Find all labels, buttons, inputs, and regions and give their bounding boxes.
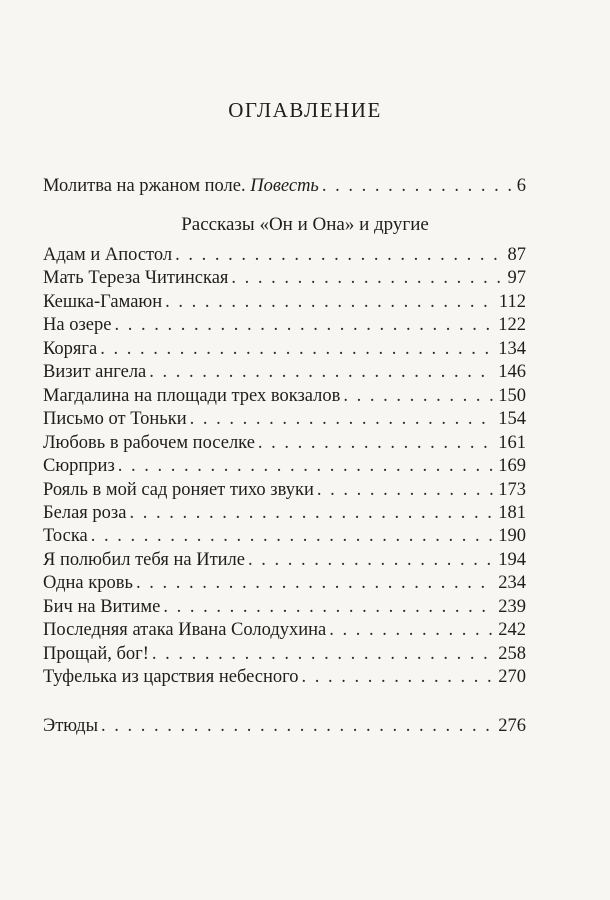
dot-leader (175, 243, 504, 267)
dot-leader (317, 478, 495, 502)
toc-entry-title: Этюды (43, 716, 99, 736)
toc-entry-page: 169 (498, 456, 526, 476)
dot-leader (152, 642, 495, 666)
toc-entry-page: 161 (498, 432, 526, 453)
dot-leader (91, 524, 495, 548)
toc-entry-title: Письмо от Тоньки (43, 409, 187, 430)
dot-leader (100, 337, 495, 361)
toc-entry-page: 122 (498, 315, 526, 336)
page-title: ОГЛАВЛЕНИЕ (228, 98, 382, 122)
dot-leader (190, 407, 496, 431)
toc-entry (43, 431, 526, 455)
dot-leader (258, 431, 495, 455)
toc-entry-first (43, 174, 526, 198)
dot-leader (101, 714, 495, 738)
toc-entry-page: 258 (498, 643, 526, 664)
toc-entry (43, 384, 526, 408)
toc-entry-page: 242 (498, 620, 526, 641)
toc-entry-page: 270 (498, 667, 526, 688)
toc-entry-title: Коряга (43, 338, 98, 359)
toc-entry-title: Мать Тереза Читинская (43, 268, 229, 289)
toc-entry-title: Кешка-Гамаюн (43, 291, 163, 312)
toc-entry-title: Сюрприз (43, 456, 115, 476)
dot-leader (114, 313, 495, 337)
toc-entry-title: Я полюбил тебя на Итиле (43, 549, 246, 570)
toc-entry-title: Любовь в рабочем поселке (43, 432, 255, 453)
toc-entry-page: 150 (498, 385, 526, 406)
dot-leader (129, 501, 495, 525)
toc-entry-title: Одна кровь (43, 573, 133, 594)
toc-entry-title: Молитва на ржаном поле. Повесть (43, 176, 319, 196)
toc-entry (43, 454, 526, 478)
toc-entry-page: 112 (498, 291, 526, 312)
toc-entry-page: 6 (516, 176, 526, 196)
toc-entry-page: 194 (498, 549, 526, 570)
dot-leader (248, 548, 495, 572)
section-title: Рассказы «Он и Она» и другие (181, 214, 429, 235)
dot-leader (165, 290, 496, 314)
toc-entry-title: Визит ангела (43, 362, 147, 383)
toc-entry-title: Адам и Апостол (43, 245, 173, 265)
dot-leader (322, 174, 514, 198)
toc-entry-page: 87 (507, 245, 526, 265)
toc-entry-page: 134 (498, 338, 526, 359)
toc-entry-title: Рояль в мой сад роняет тихо звуки (43, 479, 314, 500)
toc-entry-title: Прощай, бог! (43, 643, 149, 664)
toc-entry (43, 571, 526, 595)
toc-entry-title: Магдалина на площади трех вокзалов (43, 385, 341, 406)
toc-entry (43, 360, 526, 384)
dot-leader (231, 266, 504, 290)
toc-entry (43, 290, 526, 314)
toc-entry (43, 548, 526, 572)
toc-entry (43, 407, 526, 431)
toc-entry (43, 266, 526, 290)
toc-entry-page: 239 (498, 596, 526, 617)
toc-entry (43, 337, 526, 361)
toc-entry-title: Бич на Витиме (43, 596, 161, 617)
toc-entry-subtitle: Повесть (250, 176, 319, 196)
dot-leader (302, 665, 496, 689)
dot-leader (343, 384, 495, 408)
toc-entry-page: 173 (498, 479, 526, 500)
toc-entry-page: 97 (507, 268, 526, 289)
dot-leader (118, 454, 495, 478)
toc-entry-title: Белая роза (43, 502, 127, 523)
toc-entry (43, 642, 526, 666)
dot-leader (149, 360, 495, 384)
dot-leader (329, 618, 495, 642)
toc-entry (43, 313, 526, 337)
toc-entry (43, 618, 526, 642)
toc-entry (43, 595, 526, 619)
toc-entry (43, 478, 526, 502)
toc-entry-last (43, 714, 526, 738)
toc-entry-title: Последняя атака Ивана Солодухина (43, 620, 327, 641)
dot-leader (136, 571, 495, 595)
toc-entry (43, 665, 526, 689)
toc-entry-page: 154 (498, 409, 526, 430)
toc-entry (43, 243, 526, 267)
toc-entry-title: Тоска (43, 526, 88, 547)
toc-entry (43, 524, 526, 548)
toc-entry-title: На озере (43, 315, 112, 336)
toc-entry-page: 146 (498, 362, 526, 383)
toc-entry (43, 501, 526, 525)
dot-leader (163, 595, 495, 619)
toc-entry-page: 181 (498, 502, 526, 523)
toc-entry-page: 276 (498, 716, 526, 736)
toc-entry-page: 234 (498, 573, 526, 594)
toc-entry-title: Туфелька из царствия небесного (43, 667, 299, 688)
toc-entry-page: 190 (498, 526, 526, 547)
